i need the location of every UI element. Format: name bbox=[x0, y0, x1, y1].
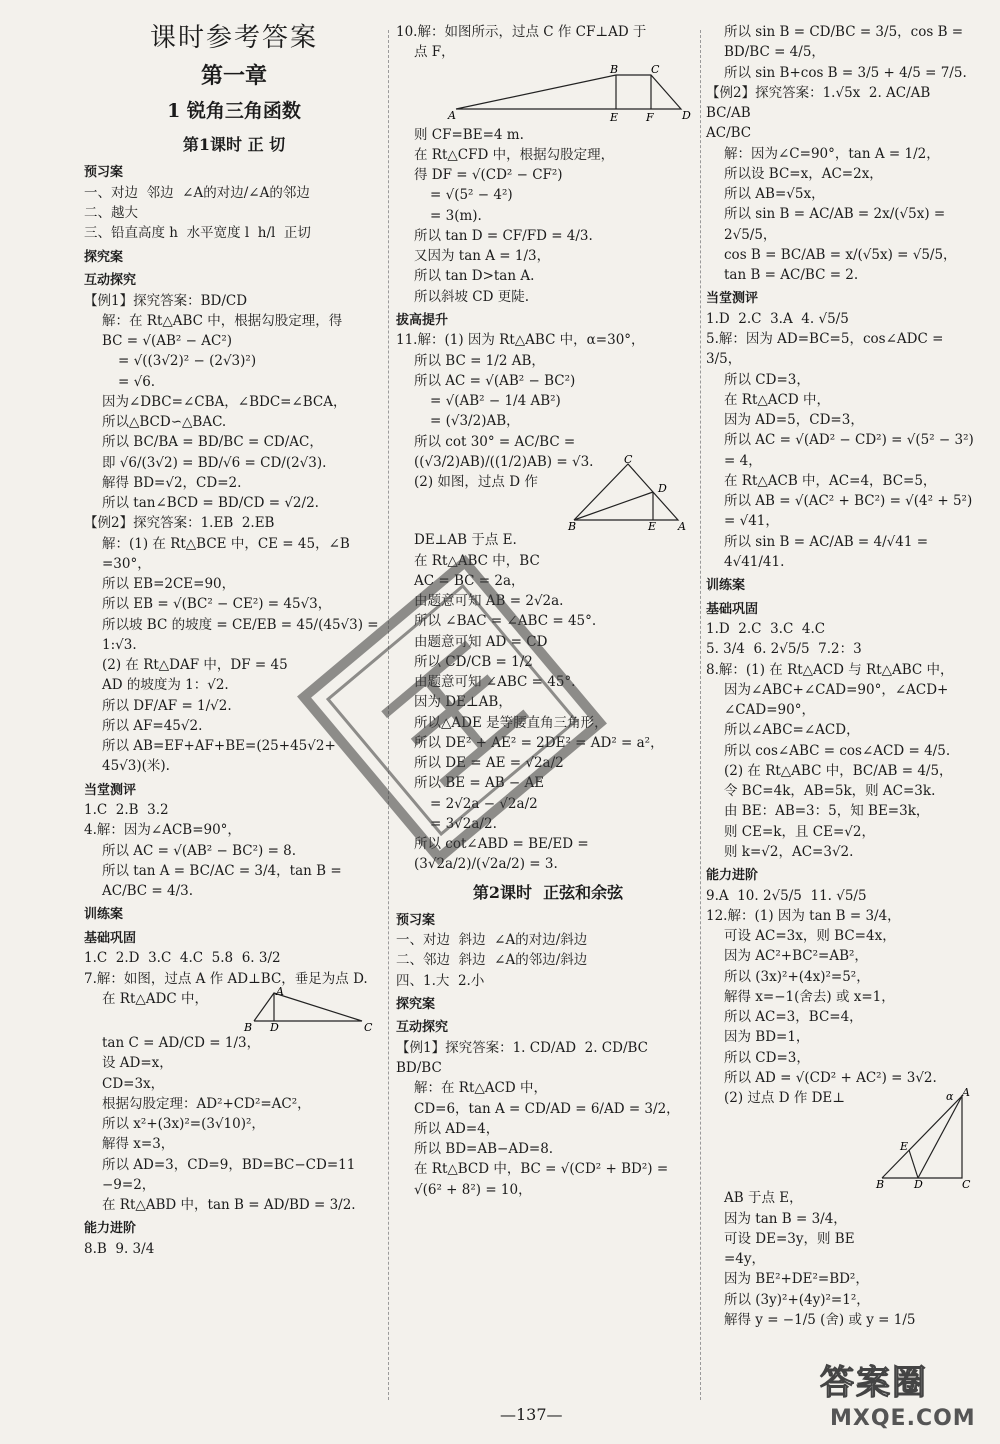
answer-line: 因为 tan B = 3/4， bbox=[724, 1210, 847, 1227]
answer-line: = 2√2a − √2a/2 bbox=[430, 795, 538, 812]
page-number: —137— bbox=[500, 1405, 563, 1424]
section-title: 1 锐角三角函数 bbox=[167, 99, 301, 122]
fig4-label-c: C bbox=[962, 1178, 971, 1192]
answer-line: tan B = AC/BC = 2. bbox=[724, 267, 859, 283]
fig4-edge bbox=[918, 1096, 962, 1178]
answer-line: 所以 AC = √(AD² − CD²) = √(5² − 3²) = 4， bbox=[724, 432, 979, 469]
section-heading: 探究案 bbox=[396, 996, 436, 1012]
answer-line: (2) 过点 D 作 DE⊥ bbox=[724, 1090, 845, 1106]
answer-line: = √(AB² − 1/4 AB²) bbox=[430, 393, 561, 409]
answer-line: 所以 CD=3， bbox=[724, 371, 810, 388]
right-column bbox=[706, 22, 978, 1330]
fig4-edge bbox=[882, 1096, 962, 1178]
answer-line: 因为∠ABC+∠CAD=90°，∠ACD+ bbox=[724, 681, 949, 698]
answer-line: 11.解：(1) 因为 Rt△ABC 中，α=30°， bbox=[396, 332, 645, 349]
chapter-title: 第一章 bbox=[200, 62, 267, 89]
answer-line: 解：在 Rt△ABC 中，根据勾股定理，得 bbox=[102, 312, 343, 329]
fig1-label-d: D bbox=[270, 1021, 279, 1035]
fig2-edge bbox=[456, 75, 681, 109]
answer-line: 8.解：(1) 在 Rt△ACD 与 Rt△ABC 中， bbox=[706, 661, 954, 678]
answer-line: 1.D 2.C 3.C 4.C bbox=[706, 621, 826, 637]
answer-line: 所以 tan D>tan A. bbox=[414, 268, 535, 285]
answer-line: = √41， bbox=[724, 513, 779, 530]
answer-line: 可设 AC=3x，则 BC=4x， bbox=[724, 928, 896, 944]
answer-line: 12.解：(1) 因为 tan B = 3/4， bbox=[706, 907, 901, 924]
fig1-edge bbox=[254, 993, 362, 1021]
answer-line: 【例1】探究答案：BD/CD bbox=[84, 292, 248, 309]
answer-line: 9.A 10. 2√5/5 11. √5/5 bbox=[706, 887, 867, 904]
answer-line: = 3√2a/2. bbox=[430, 815, 497, 832]
section-heading: 基础巩固 bbox=[706, 601, 759, 617]
answer-line: 所以 AB=√5x， bbox=[724, 186, 825, 202]
answer-line: 7.解：如图，过点 A 作 AD⊥BC，垂足为点 D. bbox=[84, 970, 368, 987]
fig1-diagram bbox=[234, 987, 374, 1033]
answer-line: AB 于点 E， bbox=[724, 1190, 803, 1207]
answer-line: 所以△BCD∽△BAC. bbox=[102, 414, 227, 431]
answer-line: 所以设 BC=x，AC=2x， bbox=[724, 165, 883, 182]
answer-line: CD=6，tan A = CD/AD = 6/AD = 3/2， bbox=[414, 1100, 680, 1117]
answer-line: 得 DF = √(CD² − CF²) bbox=[414, 167, 563, 183]
answer-line: 所以 (3x)²+(4x)²=5²， bbox=[724, 968, 870, 985]
section-heading: 训练案 bbox=[84, 907, 124, 923]
answer-line: 所以 DF/AF = 1/√2. bbox=[102, 697, 232, 714]
answer-line: 根据勾股定理：AD²+CD²=AC²， bbox=[102, 1095, 311, 1112]
answer-line: 由题意可知 AB = 2√2a. bbox=[414, 593, 564, 609]
section-heading: 基础巩固 bbox=[84, 930, 137, 946]
answer-line: 所以 tan A = BC/AC = 3/4，tan B = AC/BC = 4/3. bbox=[102, 862, 346, 900]
answer-line: 因为∠DBC=∠CBA，∠BDC=∠BCA， bbox=[102, 393, 347, 410]
answer-line: (2) 如图，过点 D 作 bbox=[414, 474, 538, 490]
answer-line: 所以 AD=4， bbox=[414, 1120, 500, 1137]
fig3-edge bbox=[574, 492, 653, 520]
answer-line: 所以 AF=45√2. bbox=[102, 717, 203, 734]
answer-line: 所以 sin B = AC/AB = 4/√41 = 4√41/41. bbox=[724, 533, 933, 570]
fig4-label-e: E bbox=[900, 1140, 909, 1154]
column-divider bbox=[700, 30, 701, 1400]
answer-line: 1.D 2.C 3.A 4. √5/5 bbox=[706, 310, 849, 327]
answer-line: 所以∠ABC=∠ACD， bbox=[724, 722, 860, 739]
answer-line: 所以 sin B = CD/BC = 3/5，cos B = BD/BC = 4/5， bbox=[724, 24, 968, 61]
answer-line: (2) 在 Rt△DAF 中，DF = 45 bbox=[102, 657, 288, 674]
answer-line: 所以 cot∠ABD = BE/ED = (3√2a/2)/(√2a/2) = 3. bbox=[414, 836, 594, 873]
section-heading: 当堂测评 bbox=[84, 782, 137, 798]
answer-line: BC = √(AB² − AC²) bbox=[102, 333, 232, 350]
answer-line: 因为 DE⊥AB， bbox=[414, 694, 512, 711]
answer-line: 则 k=√2，AC=3√2. bbox=[724, 843, 854, 860]
fig3-label-c: C bbox=[624, 453, 633, 467]
answer-line: tan C = AD/CD = 1/3， bbox=[102, 1035, 261, 1052]
answer-line: 所以 AC = √(AB² − BC²) bbox=[414, 372, 576, 389]
fig1-label-c: C bbox=[364, 1021, 373, 1035]
answer-line: 因为 BD=1， bbox=[724, 1029, 810, 1046]
lesson-1-title: 第1课时 正 切 bbox=[182, 135, 286, 155]
watermark-url: MXQE.COM bbox=[830, 1406, 976, 1431]
answer-line: 又因为 tan A = 1/3， bbox=[414, 248, 551, 264]
answer-line: 则 CE=k，且 CE=√2， bbox=[724, 823, 875, 840]
answer-line: 三、铅直高度 h 水平宽度 l h/l 正切 bbox=[84, 225, 311, 242]
answer-line: 所以 DE = AE = √2a/2 bbox=[414, 755, 564, 771]
answer-line: 在 Rt△ADC 中， bbox=[102, 990, 208, 1007]
fig2-diagram bbox=[446, 62, 691, 125]
answer-line: 所以斜坡 CD 更陡. bbox=[414, 288, 530, 305]
answer-line: 所以 cot 30° = AC/BC = ((√3/2)AB)/((1/2)AB) = √3. bbox=[414, 433, 594, 470]
answer-line: 二、邻边 斜边 ∠A的邻边/斜边 bbox=[396, 952, 588, 969]
answer-line: 解得 BD=√2，CD=2. bbox=[102, 474, 242, 491]
fig4-label-a: A bbox=[962, 1086, 970, 1100]
answer-line: 所以 AC=3，BC=4， bbox=[724, 1009, 863, 1025]
answer-line: 1.C 2.D 3.C 4.C 5.8 6. 3/2 bbox=[84, 950, 281, 967]
answer-line: √(6² + 8²) = 10， bbox=[414, 1181, 532, 1198]
fig3-label-e: E bbox=[648, 520, 657, 534]
answer-line: 点 F， bbox=[414, 44, 455, 61]
answer-line: 由题意可知 AD = CD bbox=[414, 633, 548, 650]
right-column-body bbox=[706, 22, 978, 1330]
answer-line: 所以 BC/BA = BD/BC = CD/AC， bbox=[102, 434, 323, 451]
answer-line: 解得 x=−1(舍去) 或 x=1， bbox=[724, 988, 895, 1005]
answer-line: 在 Rt△ACB 中，AC=4，BC=5， bbox=[724, 472, 937, 489]
answer-line: 解得 x=3， bbox=[102, 1136, 175, 1153]
answer-line: 因为 BE²+DE²=BD²， bbox=[724, 1271, 869, 1288]
answer-line: 5.解：因为 AD=BC=5，cos∠ADC = 3/5， bbox=[706, 331, 948, 368]
answer-line: = (√3/2)AB， bbox=[430, 413, 520, 430]
fig4-label-d: D bbox=[914, 1178, 923, 1192]
answer-line: 所以 DE² + AE² = 2DE² = AD² = a²， bbox=[414, 734, 664, 751]
answer-line: 解：因为∠C=90°，tan A = 1/2， bbox=[724, 145, 940, 162]
fig4-diagram bbox=[876, 1086, 972, 1192]
answer-line: 所以 CD=3， bbox=[724, 1049, 810, 1066]
answer-line: AC/BC bbox=[706, 125, 752, 142]
section-heading: 训练案 bbox=[706, 578, 746, 593]
answer-line: ∠CAD=90°， bbox=[724, 702, 815, 718]
answer-line: 4.解：因为∠ACB=90°， bbox=[84, 822, 241, 839]
answer-line: 因为 AC²+BC²=AB²， bbox=[724, 948, 868, 965]
answer-line: AC = BC = 2a， bbox=[414, 572, 525, 589]
page-title: 课时参考答案 bbox=[149, 23, 318, 53]
fig2-label-b: B bbox=[610, 62, 619, 76]
answer-line: = √((3√2)² − (2√3)²) bbox=[118, 353, 257, 370]
answer-line: 所以 sin B+cos B = 3/5 + 4/5 = 7/5. bbox=[724, 64, 967, 81]
answer-line: DE⊥AB 于点 E. bbox=[414, 532, 517, 549]
answer-line: 在 Rt△ACD 中， bbox=[724, 391, 830, 408]
answer-line: 所以 AD = √(CD² + AC²) = 3√2. bbox=[724, 1069, 937, 1086]
answer-line: = 3(m). bbox=[430, 207, 482, 224]
answer-line: 所以 BD=AB−AD=8. bbox=[414, 1141, 554, 1157]
section-heading: 能力进阶 bbox=[84, 1221, 137, 1237]
fig2-label-d: D bbox=[682, 108, 691, 122]
answer-line: 一、对边 斜边 ∠A的对边/斜边 bbox=[396, 932, 588, 948]
fig2-label-a: A bbox=[448, 108, 456, 122]
answer-line: 因为 AD=5，CD=3， bbox=[724, 412, 864, 428]
answer-line: 【例2】探究答案：1.√5x 2. AC/AB BC/AB bbox=[706, 84, 939, 121]
answer-line: 在 Rt△CFD 中，根据勾股定理， bbox=[414, 146, 615, 163]
answer-line: 则 CF=BE=4 m. bbox=[414, 126, 524, 143]
section-heading: 拔高提升 bbox=[396, 312, 449, 328]
section-heading: 当堂测评 bbox=[706, 291, 759, 307]
section-heading: 预习案 bbox=[396, 912, 436, 928]
answer-line: 【例1】探究答案：1. CD/AD 2. CD/BC BD/BC bbox=[396, 1039, 657, 1076]
answer-line: 所以 BE = AB − AE bbox=[414, 775, 545, 792]
answer-line: 在 Rt△ABD 中，tan B = AD/BD = 3/2. bbox=[102, 1197, 356, 1214]
answer-line: 所以 ∠BAC = ∠ABC = 45°. bbox=[414, 613, 597, 630]
answer-line: 10.解：如图所示，过点 C 作 CF⊥AD 于 bbox=[396, 24, 647, 40]
answer-line: 二、越大 bbox=[84, 205, 138, 222]
answer-line: 解得 y = −1/5 (舍) 或 y = 1/5 bbox=[724, 1311, 916, 1328]
answer-stamp-watermark bbox=[302, 560, 602, 860]
answer-line: 由 BE：AB=3：5，知 BE=3k， bbox=[724, 803, 930, 820]
fig2-label-f: F bbox=[646, 110, 654, 124]
lesson-title: 第2课时 正弦和余弦 bbox=[472, 882, 624, 902]
answer-line: =4y， bbox=[724, 1251, 766, 1267]
answer-line: 在 Rt△BCD 中，BC = √(CD² + BD²) = bbox=[414, 1161, 669, 1178]
fig4-label-alpha: α bbox=[946, 1090, 954, 1104]
answer-line: AD 的坡度为 1：√2. bbox=[102, 677, 229, 694]
answer-line: 所以 cos∠ABC = cos∠ACD = 4/5. bbox=[724, 742, 951, 759]
answer-line: 所以 AC = √(AB² − BC²) = 8. bbox=[102, 842, 297, 859]
answer-line: 所以 sin B = AC/AB = 2x/(√5x) = 2√5/5， bbox=[724, 206, 950, 243]
answer-line: −9=2， bbox=[102, 1176, 156, 1193]
site-watermark bbox=[820, 1358, 976, 1431]
answer-line: = √6. bbox=[118, 373, 156, 390]
section-heading: 互动探究 bbox=[396, 1020, 449, 1036]
watermark-logo-text: 答案圈 bbox=[820, 1363, 928, 1403]
answer-line: 45√3)(米). bbox=[102, 758, 170, 775]
answer-line: 所以 x²+(3x)²=(3√10)²， bbox=[102, 1116, 265, 1133]
section-heading: 能力进阶 bbox=[706, 868, 759, 883]
answer-line: 一、对边 邻边 ∠A的对边/∠A的邻边 bbox=[84, 184, 310, 201]
fig3-label-a: A bbox=[678, 520, 686, 534]
answer-line: cos B = BC/AB = x/(√5x) = √5/5， bbox=[724, 246, 957, 263]
answer-line: 解：在 Rt△ACD 中， bbox=[414, 1080, 547, 1097]
fig1-label-b: B bbox=[244, 1021, 253, 1035]
answer-line: 1.C 2.B 3.2 bbox=[84, 802, 169, 819]
answer-line: = √(5² − 4²) bbox=[430, 187, 513, 204]
answer-line: 解：(1) 在 Rt△BCE 中，CE = 45，∠B bbox=[102, 535, 350, 552]
answer-line: 所以 AB = √(AC² + BC²) = √(4² + 5²) bbox=[724, 493, 973, 509]
section-heading: 探究案 bbox=[84, 249, 124, 265]
answer-line: 所以 (3y)²+(4y)²=1²， bbox=[724, 1291, 870, 1308]
fig3-label-d: D bbox=[658, 482, 667, 496]
fig2-label-e: E bbox=[610, 110, 619, 124]
answer-line: 所以 CD/CB = 1/2 bbox=[414, 653, 533, 670]
answer-line: 所以 tan D = CF/FD = 4/3. bbox=[414, 227, 593, 244]
answer-line: 可设 DE=3y，则 BE bbox=[724, 1230, 855, 1247]
answer-line: 5. 3/4 6. 2√5/5 7.2：3 bbox=[706, 641, 862, 658]
answer-line: 【例2】探究答案：1.EB 2.EB bbox=[84, 515, 275, 532]
answer-line: 所以坡 BC 的坡度 = CE/EB = 45/(45√3) = 1:√3. bbox=[102, 616, 383, 653]
answer-line: 所以 EB=2CE=90， bbox=[102, 576, 236, 593]
answer-line: 即 √6/(3√2) = BD/√6 = CD/(2√3). bbox=[102, 454, 327, 471]
answer-line: (2) 在 Rt△ABC 中，BC/AB = 4/5， bbox=[724, 762, 953, 779]
answer-line: 所以 EB = √(BC² − CE²) = 45√3， bbox=[102, 596, 332, 613]
answer-line: 所以 tan∠BCD = BD/CD = √2/2. bbox=[102, 495, 319, 512]
fig2-label-c: C bbox=[651, 62, 660, 76]
fig4-label-b: B bbox=[876, 1178, 885, 1192]
answer-line: 所以△ADE 是等腰直角三角形， bbox=[414, 714, 608, 731]
answer-line: 所以 AD=3，CD=9，BD=BC−CD=11 bbox=[102, 1156, 356, 1173]
answer-line: 所以 AB=EF+AF+BE=(25+45√2+ bbox=[102, 738, 336, 755]
answer-line: 在 Rt△ABC 中，BC bbox=[414, 552, 540, 569]
fig1-label-a: A bbox=[276, 985, 284, 999]
fig3-label-b: B bbox=[568, 520, 577, 534]
answer-line: =30°， bbox=[102, 555, 151, 572]
answer-line: 由题意可知 ∠ABC = 45°. bbox=[414, 674, 576, 690]
answer-line: 所以 BC = 1/2 AB， bbox=[414, 352, 545, 369]
answer-line: 设 AD=x， bbox=[102, 1055, 173, 1072]
answer-line: 8.B 9. 3/4 bbox=[84, 1240, 155, 1257]
section-heading: 预习案 bbox=[84, 165, 124, 181]
answer-line: CD=3x， bbox=[102, 1075, 165, 1092]
section-heading: 互动探究 bbox=[84, 273, 137, 289]
answer-line: 令 BC=4k，AB=5k，则 AC=3k. bbox=[724, 783, 936, 799]
fig4-edge bbox=[909, 1150, 918, 1178]
answer-line: 四、1.大 2.小 bbox=[396, 972, 485, 989]
